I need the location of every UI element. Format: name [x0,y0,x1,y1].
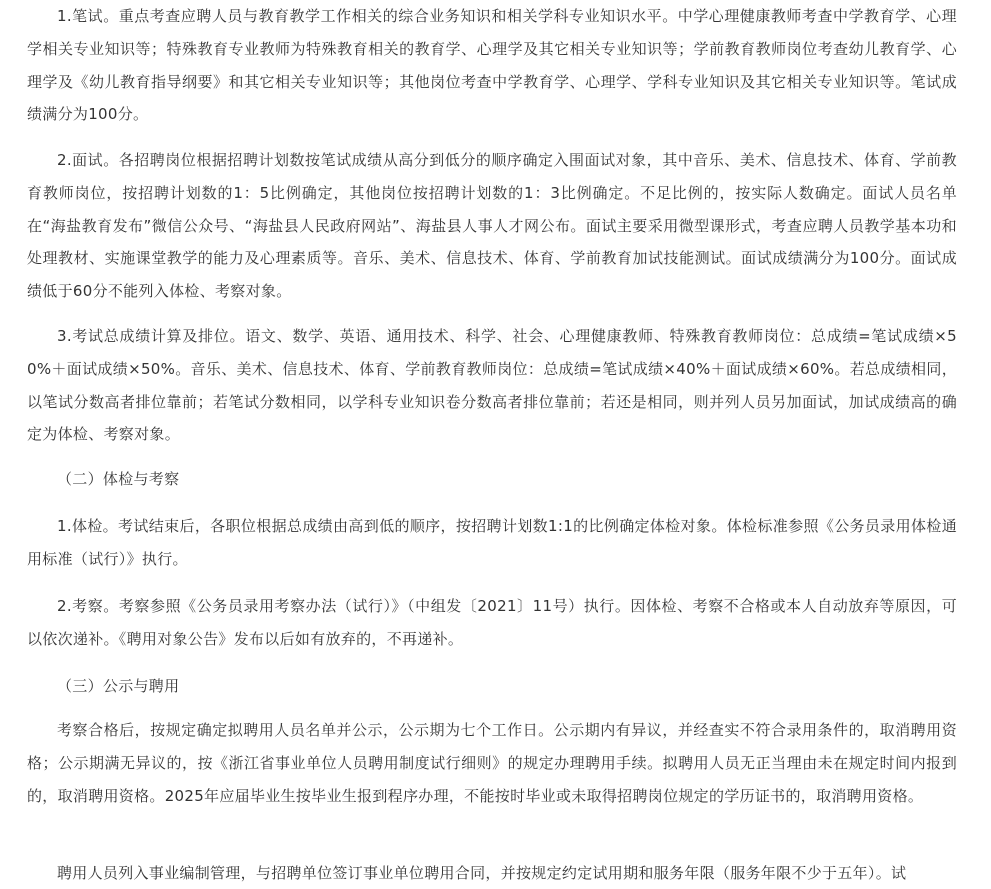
paragraph-total-score: 3.考试总成绩计算及排位。语文、数学、英语、通用技术、科学、社会、心理健康教师、特殊教育教师岗位：总成绩=笔试成绩×50%＋面试成绩×50%。音乐、美术、信息技术、体育、学前教育教师岗位：总成绩=笔试成绩×40%＋面试成绩×60%。若总成绩相同，以笔试分数高者排位靠前；若笔试分数相同，以学科专业知识卷分数高者排位靠前；若还是相同，则并列人员另加面试，加试成绩高的确定为体检、考察对象。 [27,327,957,444]
section-heading-exam-check: （二）体检与考察 [57,470,180,488]
paragraph-employment: 聘用人员列入事业编制管理，与招聘单位签订事业单位聘用合同，并按规定约定试用期和服务年限（服务年限不少于五年）。试 [57,864,907,882]
paragraph-publicity: 考察合格后，按规定确定拟聘用人员名单并公示，公示期为七个工作日。公示期内有异议，并经查实不符合录用条件的，取消聘用资格；公示期满无异议的，按《浙江省事业单位人员聘用制度试行细则》的规定办理聘用手续。拟聘用人员无正当理由未在规定时间内报到的，取消聘用资格。2025年应届毕业生按毕业生报到程序办理，不能按时毕业或未取得招聘岗位规定的学历证书的，取消聘用资格。 [27,721,957,805]
section-heading-publicity: （三）公示与聘用 [57,677,180,695]
paragraph-inspection: 2.考察。考察参照《公务员录用考察办法（试行）》（中组发〔2021〕11号）执行。因体检、考察不合格或本人自动放弃等原因，可以依次递补。《聘用对象公告》发布以后如有放弃的，不再递补。 [27,597,957,648]
paragraph-interview: 2.面试。各招聘岗位根据招聘计划数按笔试成绩从高分到低分的顺序确定入围面试对象，其中音乐、美术、信息技术、体育、学前教育教师岗位，按招聘计划数的1：5比例确定，其他岗位按招聘计划数的1：3比例确定。不足比例的，按实际人数确定。面试人员名单在“海盐教育发布”微信公众号、“海盐县人民政府网站”、海盐县人事人才网公布。面试主要采用微型课形式，考查应聘人员教学基本功和处理教材、实施课堂教学的能力及心理素质等。音乐、美术、信息技术、体育、学前教育加试技能测试。面试成绩满分为100分。面试成绩低于60分不能列入体检、考察对象。 [27,151,957,301]
paragraph-physical-exam: 1.体检。考试结束后，各职位根据总成绩由高到低的顺序，按招聘计划数1:1的比例确定体检对象。体检标准参照《公务员录用体检通用标准（试行）》执行。 [27,517,957,568]
paragraph-written-exam: 1.笔试。重点考查应聘人员与教育教学工作相关的综合业务知识和相关学科专业知识水平。中学心理健康教师考查中学教育学、心理学相关专业知识等；特殊教育专业教师为特殊教育相关的教育学、心理学及其它相关专业知识等；学前教育教师岗位考查幼儿教育学、心理学及《幼儿教育指导纲要》和其它相关专业知识等；其他岗位考查中学教育学、心理学、学科专业知识及其它相关专业知识等。笔试成绩满分为100分。 [27,7,957,124]
